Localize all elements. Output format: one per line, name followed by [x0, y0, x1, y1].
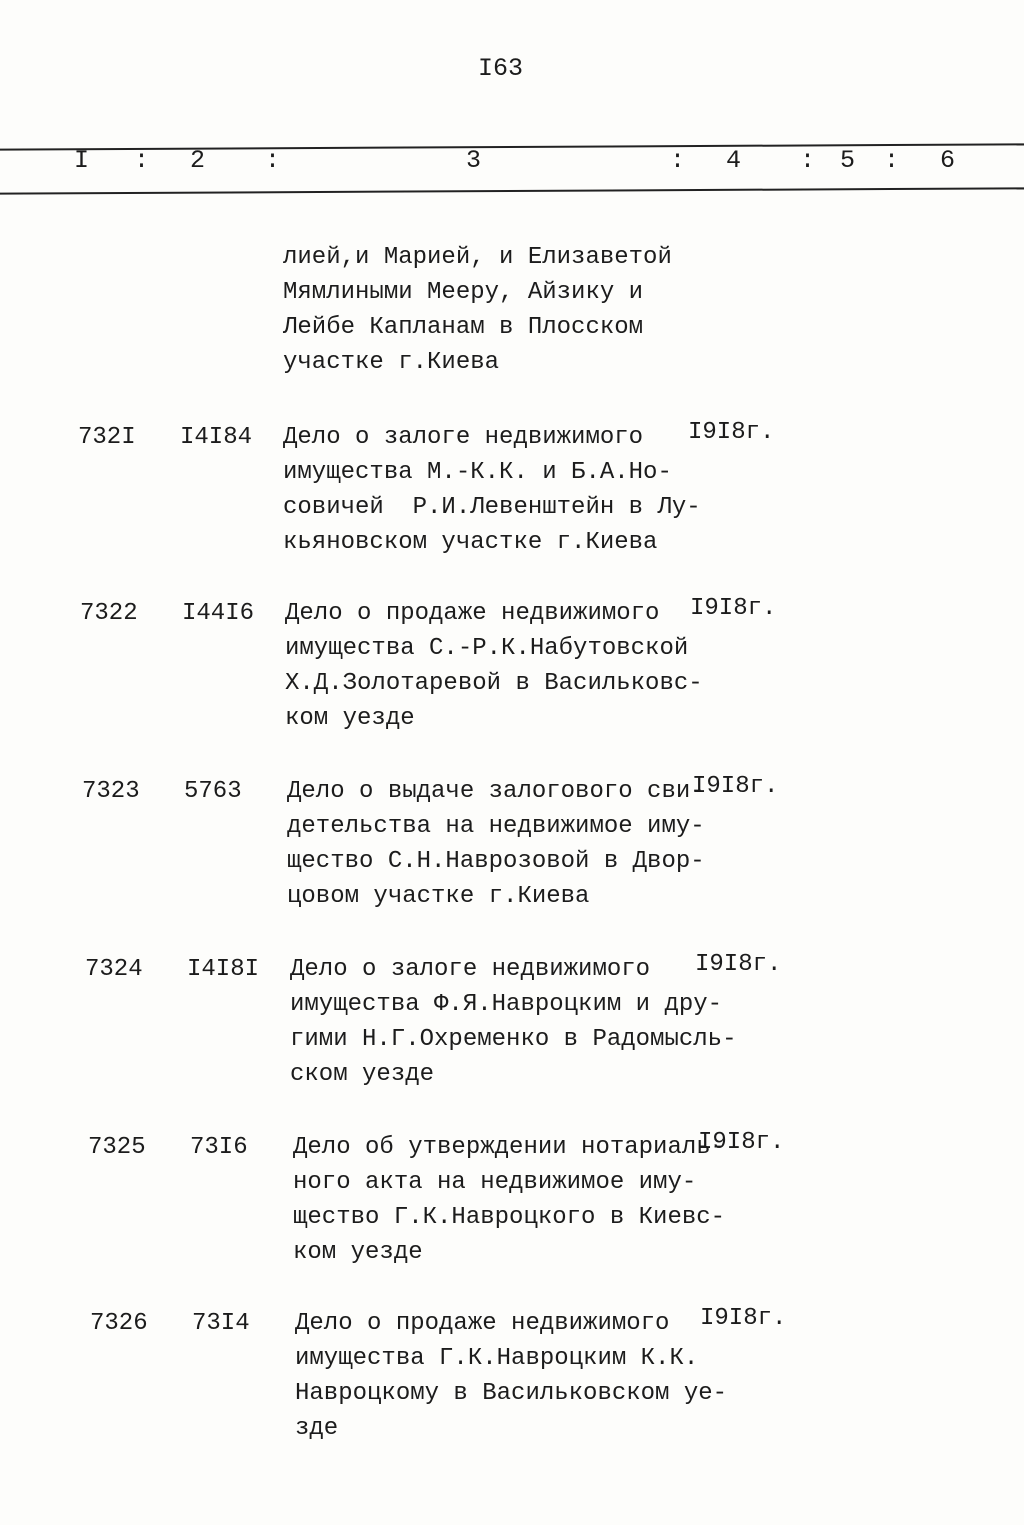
col-header-5: 5: [840, 146, 856, 175]
text-line: ком уезде: [285, 705, 415, 732]
entry-number: 732I: [78, 424, 136, 451]
entry-number: 7323: [82, 778, 140, 805]
page-number: I63: [478, 54, 524, 83]
archive-number: 5763: [184, 778, 242, 805]
text-line: имущества Ф.Я.Навроцким и дру-: [290, 991, 723, 1018]
entry-description: [295, 1306, 727, 1446]
text-line: гими Н.Г.Охременко в Радомысль-: [290, 1026, 737, 1053]
entry-description: [285, 596, 703, 736]
text-line: совичей Р.И.Левенштейн в Лу-: [283, 494, 701, 521]
col-separator: :: [134, 146, 150, 175]
entry-description: [290, 952, 736, 1092]
text-line: Дело об утверждении нотариаль-: [293, 1134, 726, 1161]
text-line: щество С.Н.Наврозовой в Двор-: [287, 848, 705, 875]
entry-year: I9I8г.: [700, 1305, 787, 1332]
archive-number: I4I8I: [187, 956, 260, 983]
text-line: Дело о продаже недвижимого: [285, 600, 660, 627]
entry-year: I9I8г.: [692, 773, 779, 800]
text-line: лией,и Марией, и Елизаветой: [283, 244, 672, 271]
archive-number: I44I6: [182, 600, 255, 627]
entry-number: 7325: [88, 1134, 146, 1161]
text-line: ком уезде: [293, 1239, 423, 1266]
text-line: щество Г.К.Навроцкого в Киевс-: [293, 1204, 726, 1231]
entry-number: 7322: [80, 600, 138, 627]
text-line: зде: [295, 1415, 339, 1442]
text-line: Мямлиными Мееру, Айзику и: [283, 279, 644, 306]
entry-year: I9I8г.: [695, 951, 782, 978]
col-header-2: 2: [190, 146, 206, 175]
text-line: Дело о залоге недвижимого: [283, 424, 644, 451]
entry-number: 7326: [90, 1310, 148, 1337]
col-separator: :: [884, 146, 900, 175]
entry-description: [283, 420, 701, 560]
entry-description: [283, 240, 672, 380]
col-header-4: 4: [726, 146, 742, 175]
text-line: Х.Д.Золотаревой в Васильковс-: [285, 670, 703, 697]
text-line: детельства на недвижимое иму-: [287, 813, 705, 840]
text-line: Дело о выдаче залогового сви-: [287, 778, 705, 805]
col-separator: :: [670, 146, 686, 175]
entry-year: I9I8г.: [698, 1129, 785, 1156]
text-line: Дело о продаже недвижимого: [295, 1310, 670, 1337]
text-line: имущества Г.К.Навроцким К.К.: [295, 1345, 699, 1372]
entry-year: I9I8г.: [688, 419, 775, 446]
text-line: ного акта на недвижимое иму-: [293, 1169, 697, 1196]
col-header-1: I: [74, 146, 90, 175]
archive-number: I4I84: [180, 424, 253, 451]
header-bottom-rule: [0, 187, 1024, 194]
header-top-rule: [0, 143, 1024, 150]
col-separator: :: [800, 146, 816, 175]
entry-description: [293, 1130, 725, 1270]
text-line: Навроцкому в Васильковском уе-: [295, 1380, 728, 1407]
text-line: имущества М.-К.К. и Б.А.Но-: [283, 459, 672, 486]
entry-year: I9I8г.: [690, 595, 777, 622]
text-line: имущества С.-Р.К.Набутовской: [285, 635, 689, 662]
text-line: кьяновском участке г.Киева: [283, 529, 658, 556]
col-header-6: 6: [940, 146, 956, 175]
archive-number: 73I4: [192, 1310, 250, 1337]
text-line: Дело о залоге недвижимого: [290, 956, 651, 983]
col-separator: :: [265, 146, 281, 175]
archive-number: 73I6: [190, 1134, 248, 1161]
entry-description: [287, 774, 705, 914]
text-line: ском уезде: [290, 1061, 435, 1088]
text-line: участке г.Киева: [283, 349, 500, 376]
text-line: Лейбе Капланам в Плосском: [283, 314, 644, 341]
text-line: цовом участке г.Киева: [287, 883, 590, 910]
col-header-3: 3: [466, 146, 482, 175]
entry-number: 7324: [85, 956, 143, 983]
